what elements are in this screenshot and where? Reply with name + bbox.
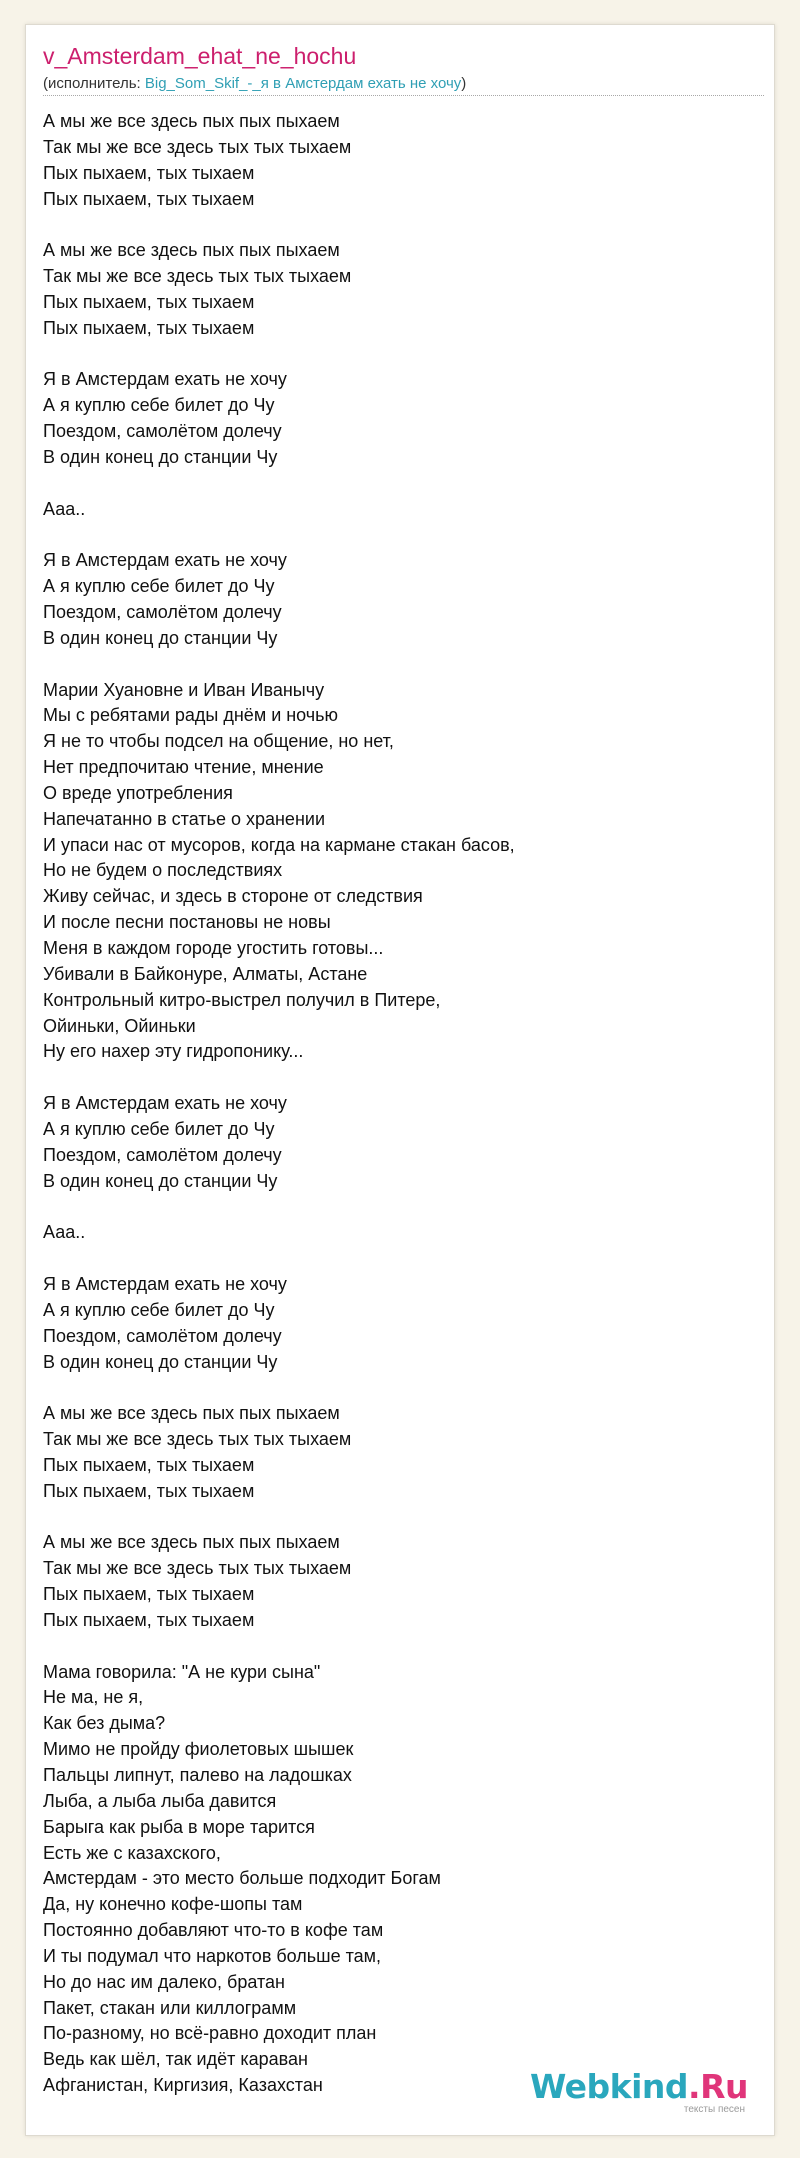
lyric-line: И упаси нас от мусоров, когда на кармане стакан басов, — [43, 834, 515, 855]
lyric-line: А я куплю себе билет до Чу — [43, 576, 275, 597]
lyric-line: В один конец до станции Чу — [43, 627, 278, 648]
lyrics-body — [43, 109, 743, 2099]
lyric-line: Но не будем о последствиях — [43, 860, 283, 881]
lyric-line — [43, 1505, 743, 1531]
lyric-line: Так мы же все здесь тых тых тыхаем — [43, 1558, 352, 1579]
lyric-line: Поездом, самолётом долечу — [43, 1144, 282, 1165]
lyric-line: В один конец до станции Чу — [43, 446, 278, 467]
artist-line — [43, 75, 466, 92]
lyric-line: Афганистан, Киргизия, Казахстан — [43, 2075, 323, 2096]
lyric-line: Я не то чтобы подсел на общение, но нет, — [43, 731, 394, 752]
song-title: v_Amsterdam_ehat_ne_hochu — [43, 43, 357, 69]
lyric-line: Поездом, самолётом долечу — [43, 421, 282, 442]
lyric-line: А я куплю себе билет до Чу — [43, 1118, 275, 1139]
lyrics-card — [25, 24, 775, 2136]
lyric-line: А я куплю себе билет до Чу — [43, 395, 275, 416]
lyric-line: Контрольный китро-выстрел получил в Питере, — [43, 989, 441, 1010]
lyric-line: Есть же с казахского, — [43, 1842, 221, 1863]
lyric-line: Живу сейчас, и здесь в стороне от следствия — [43, 886, 423, 907]
lyric-line: Как без дыма? — [43, 1713, 166, 1734]
lyric-line: Ааа.. — [43, 498, 86, 519]
lyric-line — [43, 212, 743, 238]
lyric-line: О вреде употребления — [43, 782, 233, 803]
header-divider — [43, 95, 764, 96]
lyric-line: И после песни постановы не новы — [43, 912, 331, 933]
lyric-line — [43, 523, 743, 549]
lyric-line: Пых пыхаем, тых тыхаем — [43, 1454, 255, 1475]
lyric-line — [43, 1375, 743, 1401]
artist-link[interactable]: Big_Som_Skif_-_я в Амстердам ехать не хочу — [144, 75, 462, 92]
lyric-line — [43, 652, 743, 678]
lyric-line: Мы с ребятами рады днём и ночью — [43, 705, 339, 726]
lyric-line: Я в Амстердам ехать не хочу — [43, 1093, 287, 1114]
lyric-line: Постоянно добавляют что-то в кофе там — [43, 1920, 384, 1941]
lyric-line: Пых пыхаем, тых тыхаем — [43, 1480, 255, 1501]
lyric-line: Да, ну конечно кофе-шопы там — [43, 1894, 303, 1915]
lyric-line: Амстердам - это место больше подходит Богам — [43, 1868, 441, 1889]
lyric-line: А я куплю себе билет до Чу — [43, 1299, 275, 1320]
lyric-line: А мы же все здесь пых пых пыхаем — [43, 111, 340, 131]
lyric-line: Меня в каждом городе угостить готовы... — [43, 938, 384, 958]
lyric-line: И ты подумал что наркотов больше там, — [43, 1945, 382, 1966]
lyric-line: Ну его нахер эту гидропонику... — [43, 1041, 304, 1062]
lyric-line: Нет предпочитаю чтение, мнение — [43, 757, 324, 778]
lyric-line: Так мы же все здесь тых тых тыхаем — [43, 1429, 352, 1450]
lyric-line: Мама говорила: "А не кури сына" — [43, 1661, 321, 1682]
lyric-line: Я в Амстердам ехать не хочу — [43, 550, 287, 571]
lyric-line: Не ма, не я, — [43, 1687, 144, 1708]
lyric-line: Пых пыхаем, тых тыхаем — [43, 1584, 255, 1605]
lyric-line: Мимо не пройду фиолетовых шышек — [43, 1739, 354, 1760]
lyric-line: Пакет, стакан или киллограмм — [43, 1997, 297, 2018]
lyric-line: Ойиньки, Ойиньки — [43, 1015, 196, 1036]
lyric-line: А мы же все здесь пых пых пыхаем — [43, 240, 340, 261]
lyric-line: Пых пыхаем, тых тыхаем — [43, 1609, 255, 1630]
lyric-line: Пых пыхаем, тых тыхаем — [43, 188, 255, 209]
lyric-line: Так мы же все здесь тых тых тыхаем — [43, 136, 352, 157]
lyric-line: А мы же все здесь пых пых пыхаем — [43, 1532, 340, 1553]
lyric-line: В один конец до станции Чу — [43, 1351, 278, 1372]
lyric-line: По-разному, но всё-равно доходит план — [43, 2023, 377, 2044]
lyric-line: А мы же все здесь пых пых пыхаем — [43, 1403, 340, 1424]
lyric-line: Пых пыхаем, тых тыхаем — [43, 291, 255, 312]
lyric-line: Пальцы липнут, палево на ладошках — [43, 1765, 352, 1785]
lyric-line: Ааа.. — [43, 1222, 86, 1243]
lyric-line: Но до нас им далеко, братан — [43, 1971, 285, 1992]
lyric-line — [43, 342, 743, 368]
logo-ru-text: .Ru — [688, 2067, 748, 2106]
lyric-line: В один конец до станции Чу — [43, 1170, 278, 1191]
lyric-line: Пых пыхаем, тых тыхаем — [43, 162, 255, 183]
lyric-line — [43, 1194, 743, 1220]
site-logo[interactable] — [529, 2067, 748, 2115]
lyric-line: Напечатанно в статье о хранении — [43, 808, 325, 829]
artist-prefix: (исполнитель: — [43, 75, 145, 92]
lyric-line: Поездом, самолётом долечу — [43, 1325, 282, 1346]
lyric-line: Марии Хуановне и Иван Иванычу — [43, 679, 325, 700]
artist-suffix: ) — [461, 75, 467, 92]
lyric-line: Барыга как рыба в море тарится — [43, 1816, 315, 1837]
lyric-line: Поездом, самолётом долечу — [43, 602, 282, 623]
lyric-line: Лыба, а лыба лыба давится — [43, 1790, 277, 1811]
lyric-line — [43, 1634, 743, 1660]
lyric-line: Я в Амстердам ехать не хочу — [43, 1273, 287, 1294]
lyric-line: Ведь как шёл, так идёт караван — [43, 2049, 308, 2070]
lyric-line: Так мы же все здесь тых тых тыхаем — [43, 266, 352, 287]
lyric-line — [43, 471, 743, 497]
logo-tagline: тексты песен — [683, 2104, 745, 2115]
lyric-line — [43, 1065, 743, 1091]
lyric-line — [43, 1246, 743, 1272]
lyric-line: Я в Амстердам ехать не хочу — [43, 369, 287, 390]
logo-web-text: Webkind — [529, 2067, 689, 2106]
lyric-line: Убивали в Байконуре, Алматы, Астане — [43, 963, 368, 984]
lyric-line: Пых пыхаем, тых тыхаем — [43, 317, 255, 338]
